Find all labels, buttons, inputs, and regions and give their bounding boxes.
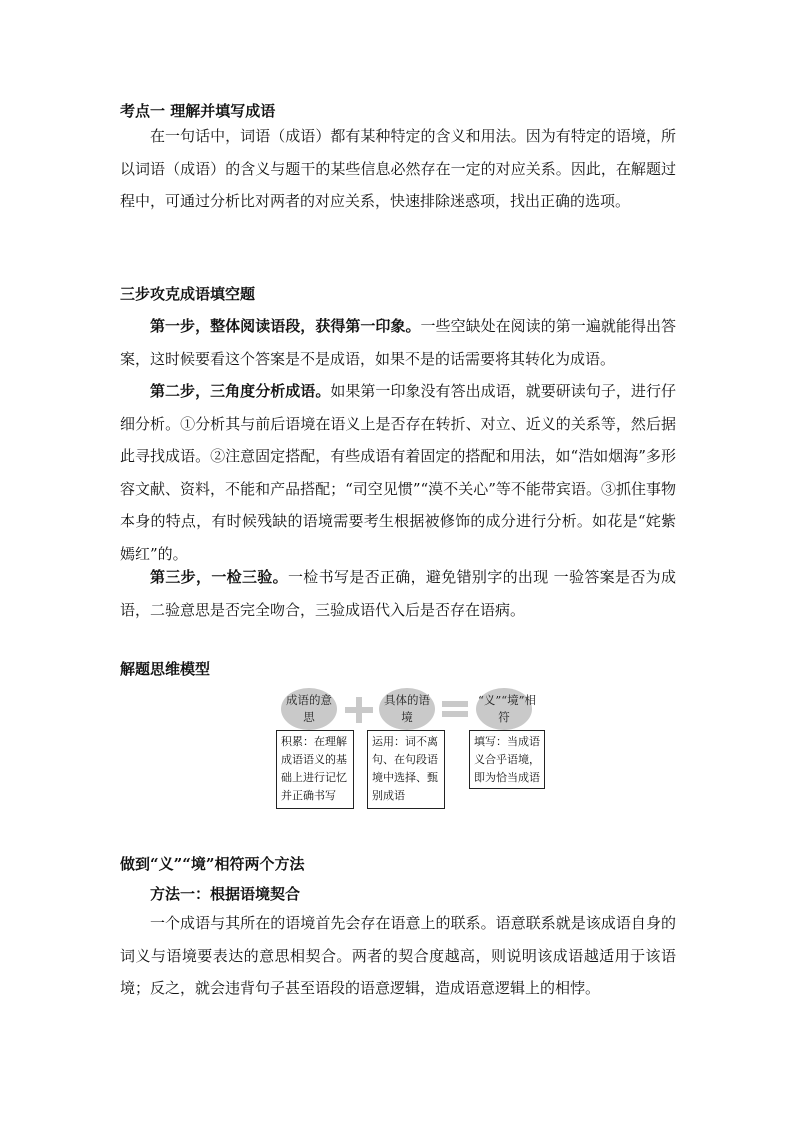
method1-paragraph: 一个成语与其所在的语境首先会存在语意上的联系。语意联系就是该成语自身的词义与语境要表达的意思相契合。两者的契合度越高，则说明该成语越适用于该语境；反之，就会违背句子甚至语段的语意逻辑，造成语意逻辑上的相悖。 — [120, 914, 676, 997]
step1-paragraph — [120, 310, 676, 375]
plus-icon — [345, 697, 373, 723]
step3-title: 第三步，一检三验。 — [150, 568, 288, 586]
step1-title: 第一步，整体阅读语段，获得第一印象。 — [150, 317, 421, 335]
node-context: 具体的语境 — [379, 688, 435, 730]
node-idiom-meaning: 成语的意思 — [281, 688, 337, 730]
equals-icon — [442, 699, 468, 719]
step1-text: 一些空缺处在阅读的第一遍就能得出答案，这时候要看这个答案是不是成语，如果不是的话需要将其转化为成语。 — [120, 317, 676, 368]
section2-heading: 三步攻克成语填空题 — [120, 285, 256, 303]
method1-title: 方法一：根据语境契合 — [150, 885, 301, 903]
step2-text: 如果第一印象没有答出成语，就要研读句子，进行仔细分析。①分析其与前后语境在语义上是否存在转折、对立、近义的关系等，然后据此寻找成语。②注意固定搭配，有些成语有着固定的搭配和用法，如“浩如烟海”多形容文献、资料，不能和产品搭配；“司空见惯”“漠不关心”等不能带宾语。③抓住事物本身的特点，有时候残缺的语境需要考生根据被修饰的成分进行分析。如花是“姹紫嫣红”的。 — [120, 382, 676, 563]
box-fill: 填写：当成语义合乎语境，即为恰当成语 — [469, 730, 545, 789]
step3-text: 一检书写是否正确，避免错别字的出现 一验答案是否为成语，二验意思是否完全吻合，三验成语代入后是否存在语病。 — [120, 568, 676, 619]
section4-heading: 做到“义”“境”相符两个方法 — [120, 855, 305, 873]
step2-title: 第二步，三角度分析成语。 — [150, 382, 331, 400]
step2-paragraph — [120, 375, 676, 570]
section1-heading: 考点一 理解并填写成语 — [120, 102, 276, 120]
box-apply: 运用：词不离句、在句段语境中选择、甄别成语 — [367, 730, 445, 809]
section1-paragraph: 在一句话中，词语（成语）都有某种特定的含义和用法。因为有特定的语境，所以词语（成语）的含义与题干的某些信息必然存在一定的对应关系。因此，在解题过程中，可通过分析比对两者的对应关系，快速排除迷惑项，找出正确的选项。 — [120, 127, 676, 210]
step3-paragraph — [120, 561, 676, 626]
box-accumulate: 积累：在理解成语语义的基础上进行记忆并正确书写 — [276, 730, 354, 809]
section3-heading: 解题思维模型 — [120, 660, 211, 678]
node-match: “义”“境”相符 — [476, 688, 532, 730]
